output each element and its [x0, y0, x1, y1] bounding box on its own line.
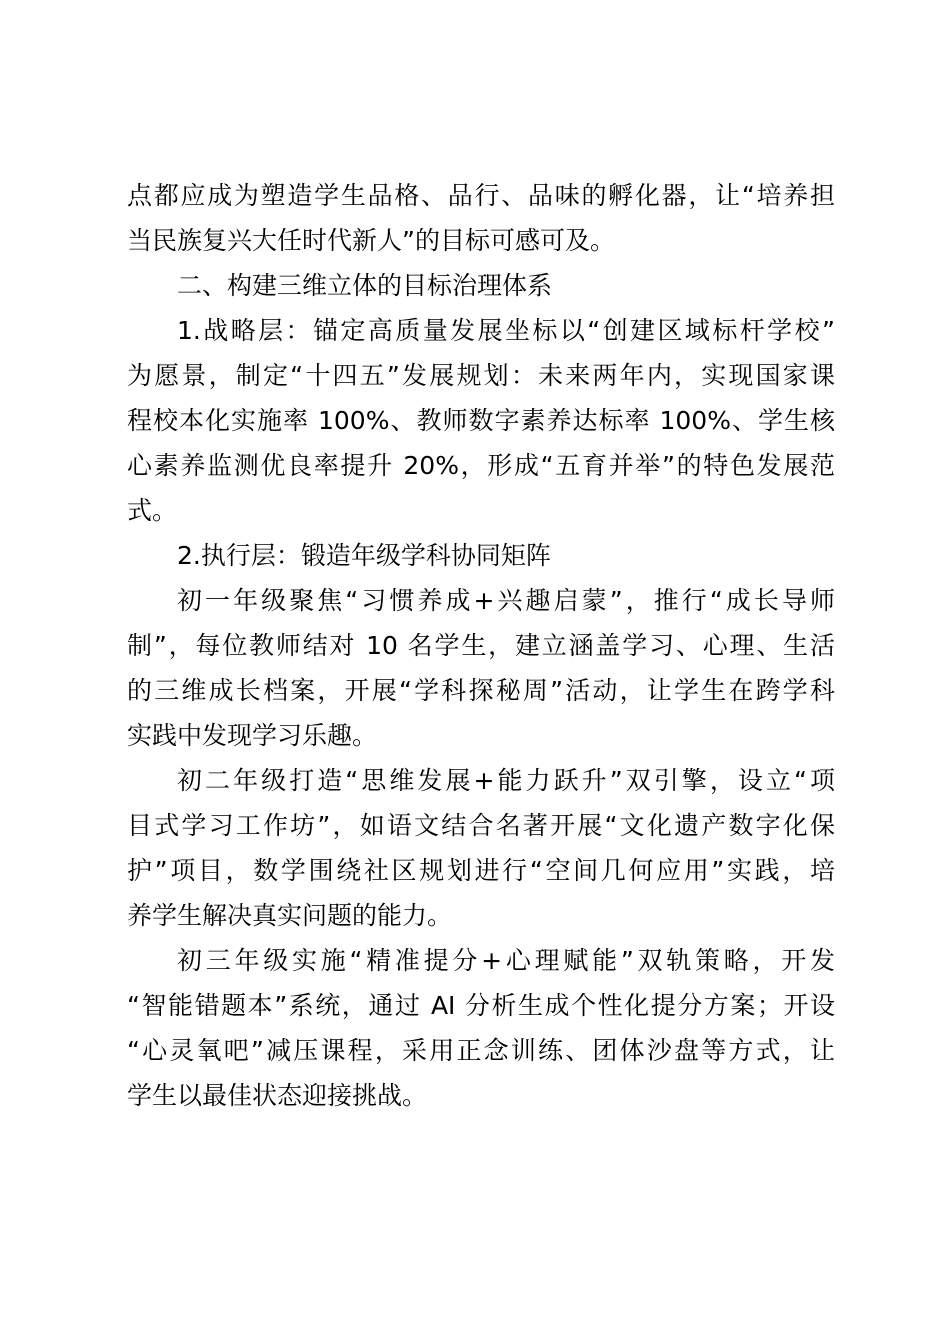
text-line: 2.执行层：锻造年级学科协同矩阵: [177, 541, 551, 570]
text-line: 实践中发现学习乐趣。: [127, 721, 378, 750]
document-body: [127, 173, 835, 1118]
text-line: “智能错题本”系统，通过 AI 分析生成个性化提分方案；开设: [127, 991, 835, 1020]
text-line: 程校本化实施率 100%、教师数字素养达标率 100%、学生核: [127, 406, 835, 435]
text-line: 初二年级打造“思维发展+能力跃升”双引擎，设立“项: [177, 766, 835, 795]
text-line: 为愿景，制定“十四五”发展规划：未来两年内，实现国家课: [127, 361, 835, 390]
text-line: 学生以最佳状态迎接挑战。: [127, 1081, 428, 1110]
text-line: 养学生解决真实问题的能力。: [127, 901, 453, 930]
text-line: 1.战略层：锚定高质量发展坐标以“创建区域标杆学校”: [177, 316, 835, 345]
text-line: 二、构建三维立体的目标治理体系: [177, 271, 553, 300]
text-line: 当民族复兴大任时代新人”的目标可感可及。: [127, 226, 615, 255]
text-line: 初一年级聚焦“习惯养成+兴趣启蒙”，推行“成长导师: [177, 586, 835, 615]
text-line: 初三年级实施“精准提分+心理赋能”双轨策略，开发: [177, 946, 835, 975]
text-line: 心素养监测优良率提升 20%，形成“五育并举”的特色发展范: [127, 451, 835, 480]
text-line: 式。: [127, 496, 178, 525]
text-line: 点都应成为塑造学生品格、品行、品味的孵化器，让“培养担: [127, 181, 835, 210]
text-line: “心灵氧吧”减压课程，采用正念训练、团体沙盘等方式，让: [127, 1036, 835, 1065]
text-line: 护”项目，数学围绕社区规划进行“空间几何应用”实践，培: [127, 856, 835, 885]
text-line: 的三维成长档案，开展“学科探秘周”活动，让学生在跨学科: [127, 676, 835, 705]
text-line: 制”，每位教师结对 10 名学生，建立涵盖学习、心理、生活: [127, 631, 835, 660]
text-line: 目式学习工作坊”，如语文结合名著开展“文化遗产数字化保: [127, 811, 835, 840]
